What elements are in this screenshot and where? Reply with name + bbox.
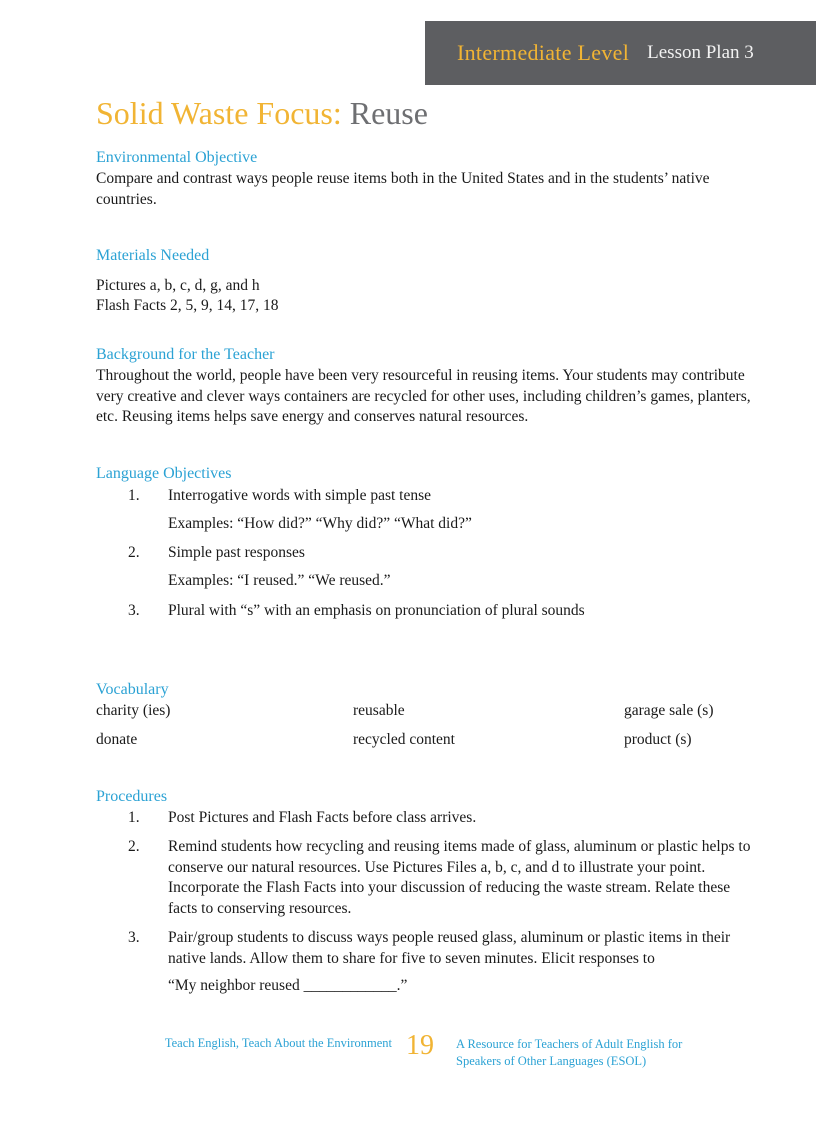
materials-line-1: Pictures a, b, c, d, g, and h (96, 277, 260, 294)
vocab-word: charity (ies) (96, 702, 171, 719)
materials-line-2: Flash Facts 2, 5, 9, 14, 17, 18 (96, 297, 279, 314)
header-banner (425, 21, 816, 85)
materials-heading: Materials Needed (96, 247, 210, 264)
vocab-word: product (s) (624, 731, 692, 748)
lang-obj-3-text: Plural with “s” with an emphasis on pronunciation of plural sounds (168, 602, 585, 619)
procedure-2-num: 2. (128, 838, 140, 855)
environmental-objective-text: Compare and contrast ways people reuse items both in the United States and in the students’ native countries. (96, 170, 710, 208)
background-text: Throughout the world, people have been very resourceful in reusing items. Your students may contribute very creative and clever ways containers are recycled for other uses, including children’s games, planters, etc. Reusing items helps save energy and conserves natural resources. (96, 367, 751, 425)
lang-obj-1-example: Examples: “How did?” “Why did?” “What did?” (168, 515, 472, 532)
lang-obj-2-num: 2. (128, 544, 140, 561)
footer-subtitle: A Resource for Teachers of Adult English for Speakers of Other Languages (ESOL) (456, 1037, 683, 1068)
environmental-objective-heading: Environmental Objective (96, 149, 258, 166)
page-number: 19 (406, 1030, 434, 1061)
page-title (96, 95, 428, 132)
level-label: Intermediate Level (457, 40, 630, 65)
lang-obj-2-example: Examples: “I reused.” “We reused.” (168, 572, 391, 589)
lang-obj-1-num: 1. (128, 487, 140, 504)
procedures-heading: Procedures (96, 788, 168, 805)
procedure-3-num: 3. (128, 929, 140, 946)
vocab-word: reusable (353, 702, 405, 719)
vocabulary-heading: Vocabulary (96, 681, 169, 698)
title-topic: Reuse (349, 95, 428, 131)
lang-obj-1-text: Interrogative words with simple past tense (168, 487, 432, 504)
footer-title: Teach English, Teach About the Environment (164, 1036, 392, 1050)
lesson-plan-label: Lesson Plan 3 (647, 42, 754, 63)
vocab-word: garage sale (s) (624, 702, 714, 719)
language-objectives-heading: Language Objectives (96, 465, 232, 482)
lang-obj-3-num: 3. (128, 602, 140, 619)
title-focus: Solid Waste Focus: (96, 95, 342, 131)
procedure-3-example: “My neighbor reused ____________.” (168, 977, 408, 994)
background-heading: Background for the Teacher (96, 346, 275, 363)
procedure-1-num: 1. (128, 809, 140, 826)
lang-obj-2-text: Simple past responses (168, 544, 305, 561)
procedure-3-text: Pair/group students to discuss ways people reused glass, aluminum or plastic items in their native lands. Allow them to share for five to seven minutes. Elicit responses to (168, 929, 731, 967)
procedure-2-text: Remind students how recycling and reusing items made of glass, aluminum or plastic helps to conserve our natural resources. Use Pictures Files a, b, c, and d to illustrate your point. Incorporate the Flash Facts into your discussion of reducing the waste stream. Relate these facts to conserving resources. (168, 838, 751, 917)
procedure-1-text: Post Pictures and Flash Facts before class arrives. (168, 809, 477, 826)
vocab-word: recycled content (353, 731, 455, 748)
vocab-word: donate (96, 731, 138, 748)
